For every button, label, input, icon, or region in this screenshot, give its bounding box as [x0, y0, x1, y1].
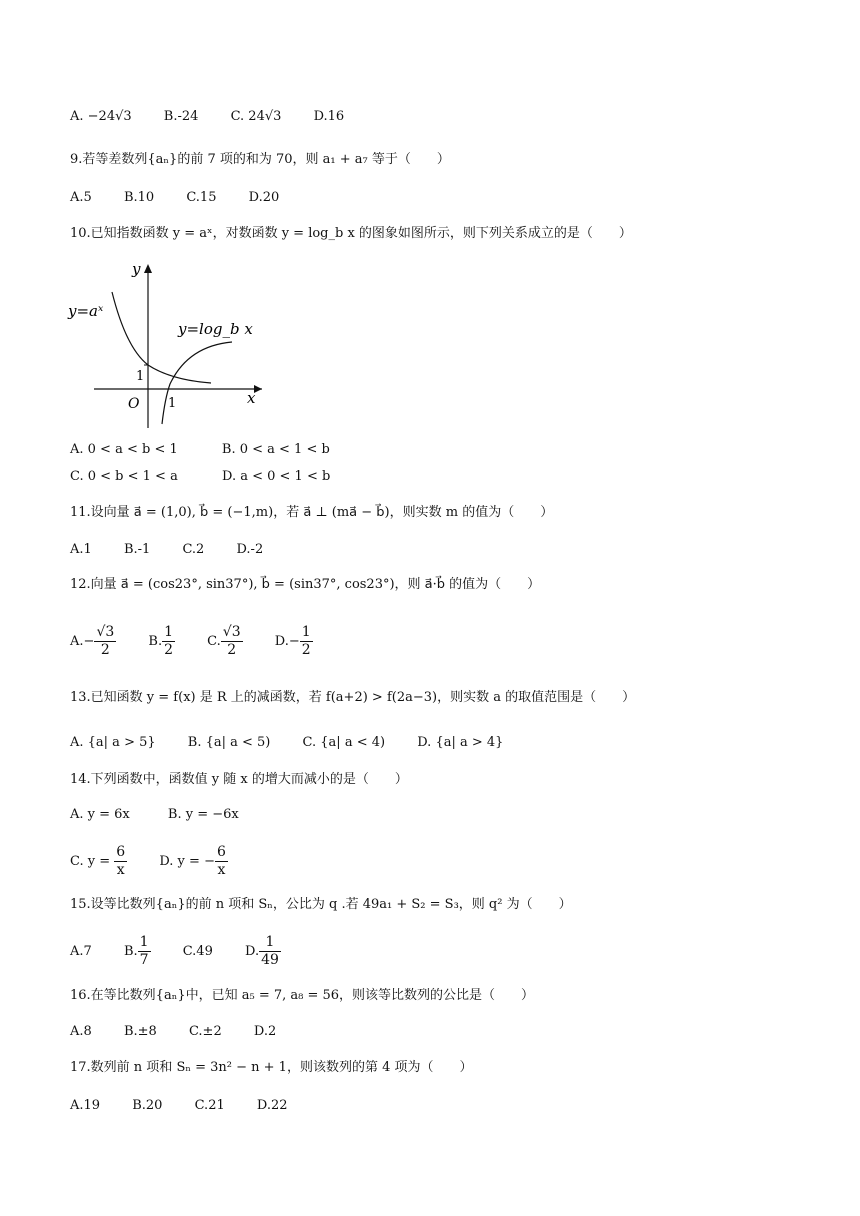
q14-option-d-label: D. y = — [159, 854, 200, 869]
q10-stem: 10.已知指数函数 y = aˣ，对数函数 y = log_b x 的图象如图所示，则下列关系成立的是（ ） — [70, 226, 632, 241]
q8-option-a: A. −24√3 — [70, 109, 132, 124]
q12-option-c-fraction — [221, 624, 243, 659]
q13-options — [70, 734, 531, 752]
q15-option-d-label: D. — [245, 944, 260, 959]
q14-option-c-fraction — [114, 844, 127, 879]
q10-options-row2 — [70, 468, 358, 486]
q14-option-d-numerator: 6 — [216, 844, 226, 860]
origin-label: O — [128, 396, 140, 412]
q15-option-b-denominator: 7 — [139, 952, 149, 968]
q12-option-a — [70, 622, 116, 662]
q11-option-a: A.1 — [70, 542, 92, 557]
q9-option-a: A.5 — [70, 190, 92, 205]
q11-stem: 11.设向量 a⃗ = (1,0), b⃗ = (−1,m)，若 a⃗ ⊥ (ma⃗ − b⃗)，则实数 m 的值为（ ） — [70, 505, 554, 520]
q10-option-d: D. a < 0 < 1 < b — [221, 469, 331, 484]
q12-option-d-sign: − — [288, 634, 300, 649]
q14-option-c — [70, 842, 127, 882]
q12-stem: 12.向量 a⃗ = (cos23°, sin37°), b⃗ = (sin37°, cos23°)，则 a⃗·b⃗ 的值为（ ） — [70, 577, 541, 592]
q15-option-d-fraction — [259, 934, 281, 969]
q16-option-c: C.±2 — [188, 1024, 222, 1039]
q12-option-c — [207, 622, 242, 662]
q10-option-c: C. 0 < b < 1 < a — [70, 469, 178, 484]
q15-option-b-label: B. — [123, 944, 138, 959]
log-curve — [162, 342, 232, 424]
y-one-label: 1 — [136, 369, 145, 384]
q14-option-d-denominator: x — [217, 862, 226, 878]
q12-option-a-fraction — [94, 624, 116, 659]
q13-option-c: C. {a| a < 4) — [302, 735, 386, 750]
q16-options — [70, 1023, 304, 1041]
q14-option-d — [159, 842, 228, 882]
q12-option-b-fraction — [162, 624, 175, 659]
q15-option-c: C.49 — [182, 944, 213, 959]
q15-option-d-numerator: 1 — [259, 934, 281, 952]
q10-option-b: B. 0 < a < 1 < b — [221, 442, 330, 457]
q14-option-a: A. y = 6x — [70, 807, 130, 822]
q8-option-b: B.-24 — [163, 109, 199, 124]
q17-stem: 17.数列前 n 项和 Sₙ = 3n² − n + 1，则该数列的第 4 项为（ ） — [70, 1060, 473, 1075]
q12-option-c-label: C. — [207, 634, 221, 649]
q17-option-a: A.19 — [70, 1098, 101, 1113]
q12-option-b — [148, 622, 175, 662]
q15-option-b — [124, 932, 151, 972]
q14-option-d-fraction — [215, 844, 228, 879]
q12-option-d-label: D. — [274, 634, 289, 649]
q17-option-d: D.22 — [256, 1098, 288, 1113]
q9-options — [70, 189, 307, 207]
q12-option-d-denominator: 2 — [301, 642, 311, 658]
q11-option-b: B.-1 — [123, 542, 151, 557]
q12-options — [70, 622, 341, 662]
q14-option-c-label: C. y = — [70, 854, 111, 869]
q15-option-b-numerator: 1 — [139, 934, 149, 950]
q12-option-b-denominator: 2 — [164, 642, 174, 658]
q12-option-c-denominator: 2 — [227, 642, 237, 658]
q8-options — [70, 108, 372, 126]
q14-options-row1 — [70, 806, 267, 824]
y-axis-label: y — [132, 260, 141, 278]
q9-stem: 9.若等差数列{aₙ}的前 7 项的和为 70，则 a₁ + a₇ 等于（ ） — [70, 152, 450, 167]
x-one-label: 1 — [168, 396, 177, 411]
q12-option-b-numerator: 1 — [164, 624, 174, 640]
q11-options — [70, 541, 291, 559]
q12-option-a-numerator: √3 — [96, 624, 115, 640]
q15-option-d — [245, 932, 281, 972]
q9-option-c: C.15 — [186, 190, 217, 205]
q11-option-d: D.-2 — [236, 542, 264, 557]
exp-curve-label: y=aˣ — [68, 302, 104, 320]
q16-option-b: B.±8 — [123, 1024, 157, 1039]
q12-option-a-denominator: 2 — [100, 642, 110, 658]
q8-option-c: C. 24√3 — [230, 109, 282, 124]
log-curve-label: y=log_b x — [178, 320, 253, 338]
q17-option-b: B.20 — [132, 1098, 163, 1113]
q10-options-row1 — [70, 441, 358, 459]
q11-option-c: C.2 — [182, 542, 205, 557]
x-axis-label: x — [247, 389, 256, 407]
q12-option-d-numerator: 1 — [301, 624, 311, 640]
q13-option-a: A. {a| a > 5} — [70, 735, 156, 750]
q15-stem: 15.设等比数列{aₙ}的前 n 项和 Sₙ，公比为 q .若 49a₁ + S₂ = S₃，则 q² 为（ ） — [70, 897, 572, 912]
q8-option-d: D.16 — [313, 109, 345, 124]
q9-option-b: B.10 — [123, 190, 155, 205]
q14-option-c-denominator: x — [116, 862, 125, 878]
q16-option-a: A.8 — [70, 1024, 92, 1039]
q16-stem: 16.在等比数列{aₙ}中，已知 a₅ = 7, a₈ = 56，则该等比数列的公比是（ ） — [70, 988, 535, 1003]
q12-option-c-numerator: √3 — [222, 624, 241, 640]
q14-stem: 14.下列函数中，函数值 y 随 x 的增大而减小的是（ ） — [70, 772, 408, 787]
q15-option-a: A.7 — [70, 944, 92, 959]
q12-option-a-sign: − — [83, 634, 95, 649]
q10-function-graph — [66, 258, 266, 430]
q14-options-row2 — [70, 842, 256, 882]
q17-option-c: C.21 — [194, 1098, 225, 1113]
q15-option-b-fraction — [138, 934, 151, 969]
q13-option-b: B. {a| a < 5) — [187, 735, 271, 750]
q10-option-a: A. 0 < a < b < 1 — [70, 442, 178, 457]
q12-option-b-label: B. — [148, 634, 163, 649]
q17-options — [70, 1097, 316, 1115]
q16-option-d: D.2 — [253, 1024, 277, 1039]
q14-option-c-numerator: 6 — [116, 844, 126, 860]
q14-option-b: B. y = −6x — [167, 807, 239, 822]
q15-options — [70, 932, 309, 972]
q12-option-a-label: A. — [70, 634, 84, 649]
q14-option-d-sign: − — [204, 854, 215, 869]
q9-option-d: D.20 — [248, 190, 280, 205]
q13-stem: 13.已知函数 y = f(x) 是 R 上的减函数，若 f(a+2) > f(2a−3)，则实数 a 的取值范围是（ ） — [70, 690, 636, 705]
q13-option-d: D. {a| a > 4} — [417, 735, 504, 750]
q15-option-d-denominator: 49 — [261, 952, 279, 968]
q12-option-d — [275, 622, 313, 662]
y-axis-arrow-icon — [144, 264, 152, 273]
q12-option-d-fraction — [300, 624, 313, 659]
